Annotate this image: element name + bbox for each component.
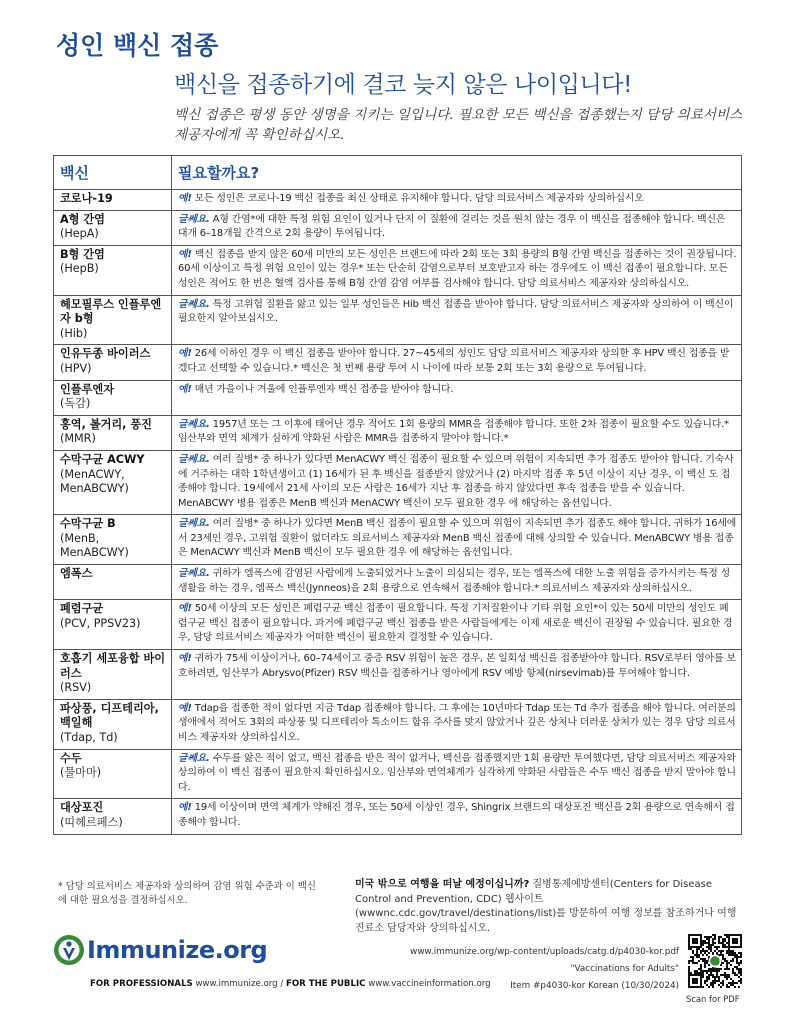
- vaccine-abbreviation: (MenB, MenABCWY): [60, 531, 129, 560]
- footnote: * 담당 의료서비스 제공자와 상의하여 감염 위험 수준과 이 백신에 대한 필요성을 결정하십시오.: [58, 881, 316, 906]
- document-title: "Vaccinations for Adults": [570, 964, 679, 974]
- vaccine-name-cell: [54, 450, 172, 514]
- vaccine-name: 홍역, 볼거리, 풍진: [60, 417, 152, 431]
- recommendation-text: 19세 이상이며 면역 체계가 약해진 경우, 또는 50세 이상인 경우, Shingrix 브랜드의 대상포진 백신을 2회 용량으로 연속해서 접종해야 합니다.: [178, 802, 735, 828]
- recommendation-cell: [172, 515, 742, 565]
- recommendation-text: 여러 질병* 중 하나가 있다면 MenB 백신 접종이 필요할 수 있으며 위험이 지속되면 추가 접종도 해야 합니다. 귀하가 16세에서 23세인 경우, 고위험 질환이 없더라도 의료서비스 제공자와 MenB 백신 접종에 대해 상의할 수 있습니다. MenABCWY 병용 접종은 MenACWY 백신과 MenB 백신이 모두 필요한 경우 에 해당하는 옵션입니다.: [178, 518, 737, 559]
- vaccine-abbreviation: (HPV): [60, 361, 92, 375]
- table-row: [54, 650, 742, 700]
- recommendation-cell: [172, 190, 742, 211]
- for-public-label: FOR THE PUBLIC: [285, 979, 366, 989]
- recommendation-text: 26세 이하인 경우 이 백신 접종을 받아야 합니다. 27~45세의 성인도 담당 의료서비스 제공자와 상의한 후 HPV 백신 접종을 받겠다고 선택할 수 있습니다.* 백신은 첫 번째 용량 투여 시 나이에 따라 보통 2회 또는 3회 용량으로 투여됩니다.: [178, 348, 730, 374]
- table-row: [54, 190, 742, 211]
- vaccine-name: A형 간염: [60, 212, 105, 226]
- recommendation-lead: 예!: [178, 603, 192, 615]
- table-row: [54, 450, 742, 514]
- recommendation-lead: 글쎄요.: [178, 568, 210, 580]
- recommendation-lead: 예!: [178, 653, 192, 665]
- qr-label: Scan for PDF: [686, 994, 740, 1004]
- for-pros-link[interactable]: www.immunize.org: [195, 979, 278, 989]
- recommendation-lead: 글쎄요.: [178, 752, 210, 764]
- vaccine-name: 인유두종 바이러스: [60, 347, 151, 361]
- vaccine-table: [53, 155, 742, 835]
- vaccine-abbreviation: (독감): [60, 397, 91, 411]
- recommendation-lead: 예!: [178, 348, 192, 360]
- for-public-link[interactable]: www.vaccineinformation.org: [368, 979, 491, 989]
- for-pros-label: FOR PROFESSIONALS: [90, 979, 193, 989]
- vaccine-name: 호흡기 세포융합 바이러스: [60, 652, 166, 680]
- recommendation-text: A형 간염*에 대한 특정 위험 요인이 있거나 단지 이 질환에 걸리는 것을 원치 않는 경우 이 백신을 접종해야 합니다. 백신은 대개 6–18개월 간격으로 2회 용량이 투여됩니다.: [178, 213, 726, 240]
- table-row: [54, 515, 742, 565]
- vaccine-name-cell: [54, 295, 172, 345]
- vaccine-abbreviation: (MMR): [60, 432, 96, 446]
- vaccine-name-cell: [54, 210, 172, 245]
- recommendation-text: 귀하가 엠폭스에 감염된 사람에게 노출되었거나 노출이 의심되는 경우, 또는 엠폭스에 대한 노출 위험을 증가시키는 특정 성생활을 하는 경우, 엠폭스 백신(Jynneos)을 2회 용량으로 연속해서 접종해야 합니다.* 의료서비스 제공자와 상의하십시오.: [178, 568, 731, 594]
- vaccine-name-cell: [54, 415, 172, 450]
- vaccine-name-cell: [54, 565, 172, 600]
- vaccine-abbreviation: (띠헤르페스): [60, 815, 123, 829]
- vaccine-name-cell: [54, 190, 172, 211]
- recommendation-cell: [172, 245, 742, 295]
- vaccine-abbreviation: (MenACWY, MenABCWY): [60, 467, 129, 496]
- vaccine-name: B형 간염: [60, 247, 105, 261]
- item-number: Item #p4030-kor Korean (10/30/2024): [510, 981, 679, 991]
- recommendation-cell: [172, 749, 742, 799]
- recommendation-cell: [172, 295, 742, 345]
- document-meta: [410, 944, 679, 995]
- recommendation-lead: 예!: [178, 383, 192, 395]
- table-row: [54, 210, 742, 245]
- recommendation-lead: 예!: [178, 702, 192, 714]
- column-header-vaccine: 백신: [54, 156, 172, 190]
- vaccine-name: 헤모필루스 인플루엔자 b형: [60, 297, 162, 326]
- vaccine-abbreviation: (HepA): [60, 227, 99, 241]
- recommendation-cell: [172, 650, 742, 700]
- vaccine-name: 코로나-19: [60, 192, 113, 205]
- table-row: [54, 345, 742, 380]
- vaccine-name: 수막구균 ACWY: [60, 452, 145, 466]
- vaccine-name: 파상풍, 디프테리아, 백일해: [60, 701, 159, 730]
- table-row: [54, 699, 742, 749]
- recommendation-text: Tdap을 접종한 적이 없다면 지금 Tdap 접종해야 합니다. 그 후에는 10년마다 Tdap 또는 Td 추가 접종을 해야 합니다. 여러분의 생애에서 적어도 3회의 파상풍 및 디프테리아 톡소이드 함유 주사를 맞지 않았거나 깊은 상처나 더러운 상처가 있는 경우 담당 의료서비스 제공자와 상의하십시오.: [178, 702, 736, 743]
- recommendation-cell: [172, 565, 742, 600]
- vaccine-name: 수막구균 B: [60, 517, 116, 531]
- table-row: [54, 799, 742, 834]
- recommendation-lead: 글쎄요.: [178, 418, 210, 430]
- recommendation-lead: 글쎄요.: [178, 518, 210, 530]
- recommendation-text: 여러 질병* 중 하나가 있다면 MenACWY 백신 접종이 필요할 수 있으며 위험이 지속되면 추가 접종도 받아야 합니다. 기숙사에 거주하는 대학 1학년생이고 (1) 16세가 된 후 백신을 접종받지 않았거나 (2) 마지막 접종 후 5년 이상이 지난 경우, 이 백신 도 접종해야 합니다. 19세에서 21세 사이의 모든 사람은 16세가 지난 후 접종을 하지 않았다면 후속 접종을 받을 수 있습니다. MenABCWY 병용 접종은 MenB 백신과 MenACWY 백신이 모두 필요한 경우 에 해당하는 옵션입니다.: [178, 453, 734, 509]
- recommendation-text: 귀하가 75세 이상이거나, 60–74세이고 중증 RSV 위험이 높은 경우, 본 일회성 백신을 접종받아야 합니다. RSV로부터 영아를 보호하려면, 임산부가 Abrysvo(Pfizer) RSV 백신을 접종하거나 영아에게 RSV 예방 항체(nirsevimab)를 투여해야 합니다.: [178, 653, 736, 679]
- recommendation-lead: 예!: [178, 248, 192, 260]
- vaccine-name: 수두: [60, 751, 82, 765]
- recommendation-cell: [172, 380, 742, 415]
- vaccine-name-cell: [54, 345, 172, 380]
- recommendation-cell: [172, 345, 742, 380]
- table-row: [54, 565, 742, 600]
- recommendation-lead: 예!: [178, 802, 192, 814]
- link-separator: /: [280, 979, 284, 989]
- document-url[interactable]: www.immunize.org/wp-content/uploads/catg.d/p4030-kor.pdf: [410, 947, 679, 957]
- table-row: [54, 749, 742, 799]
- table-header-row: [54, 156, 742, 190]
- vaccine-abbreviation: (Hib): [60, 326, 88, 340]
- vaccine-name: 대상포진: [60, 801, 104, 815]
- recommendation-text: 50세 이상의 모든 성인은 폐렴구균 백신 접종이 필요합니다. 특정 기저질환이나 기타 위험 요인*이 있는 50세 미만의 성인도 폐렴구균 백신 접종이 필요합니다. 과거에 폐렴구균 백신 접종을 받은 사람들에게는 이제 새로운 백신이 권장될 수 있습니다. 필요한 경우, 담당 의료서비스 제공자가 어떠한 백신이 필요한지 결정할 수 있습니다.: [178, 603, 733, 644]
- vaccine-name: 인플루엔자: [60, 382, 115, 396]
- column-header-needed: 필요할까요?: [172, 156, 742, 190]
- vaccine-name-cell: [54, 650, 172, 700]
- vaccine-name: 폐렴구균: [60, 602, 104, 616]
- recommendation-text: 수두를 앓은 적이 없고, 백신 접종을 받은 적이 없거나, 백신을 접종했지만 1회 용량만 투여했다면, 담당 의료서비스 제공자와 상의하여 이 백신 접종이 필요한지 확인하십시오. 임산부와 면역체계가 심각하게 약화된 사람들은 수두 백신 접종을 받지 말아야 합니다.: [178, 752, 736, 793]
- recommendation-cell: [172, 799, 742, 834]
- vaccine-abbreviation: (RSV): [60, 681, 92, 695]
- travel-question: 미국 밖으로 여행을 떠날 예정이십니까?: [355, 879, 530, 890]
- recommendation-text: 특정 고위험 질환을 앓고 있는 일부 성인들은 Hib 백신 접종을 받아야 합니다. 담당 의료서비스 제공자와 상의하여 이 백신이 필요한지 알아보십시오.: [178, 298, 734, 325]
- recommendation-cell: [172, 450, 742, 514]
- recommendation-text: 매년 가을이나 겨울에 인플루엔자 백신 접종을 받아야 합니다.: [194, 383, 454, 395]
- table-row: [54, 600, 742, 650]
- vaccine-name: 엠폭스: [60, 567, 93, 581]
- recommendation-cell: [172, 600, 742, 650]
- vaccine-table-body: [54, 190, 742, 835]
- recommendation-cell: [172, 210, 742, 245]
- page-subtitle: 백신을 접종하기에 결코 늦지 않은 나이입니다!: [174, 72, 632, 98]
- vaccine-abbreviation: (물마마): [60, 766, 102, 780]
- vaccine-name-cell: [54, 515, 172, 565]
- table-row: [54, 380, 742, 415]
- travel-text: 질병통제예방센터(Centers for Disease Control and Prevention, CDC) 웹사이트(wwwnc.cdc.gov/travel/destinations/list)를 방문하여 여행 정보를 참조하거나 여행 진료소 담당자와 상의하십시오.: [355, 879, 737, 934]
- recommendation-lead: 예!: [178, 193, 192, 204]
- vaccine-name-cell: [54, 600, 172, 650]
- vaccine-name-cell: [54, 380, 172, 415]
- recommendation-lead: 글쎄요.: [178, 453, 210, 465]
- vaccine-abbreviation: (Tdap, Td): [60, 731, 118, 744]
- qr-code-icon[interactable]: [688, 934, 742, 988]
- vaccine-name-cell: [54, 245, 172, 295]
- recommendation-cell: [172, 699, 742, 749]
- page-title: 성인 백신 접종: [56, 31, 219, 60]
- table-row: [54, 295, 742, 345]
- vaccine-name-cell: [54, 699, 172, 749]
- vaccine-abbreviation: (PCV, PPSV23): [60, 616, 141, 630]
- recommendation-text: 모든 성인은 코로나-19 백신 접종을 최신 상태로 유지해야 합니다. 담당 의료서비스 제공자와 상의하십시오: [194, 193, 644, 204]
- vaccine-abbreviation: (HepB): [60, 262, 99, 276]
- logo-text: Immunize.org: [87, 936, 268, 964]
- logo-mark-icon: [53, 934, 85, 966]
- recommendation-lead: 글쎄요.: [178, 298, 210, 310]
- table-row: [54, 415, 742, 450]
- recommendation-text: 백신 접종을 받지 않은 60세 미만의 모든 성인은 브랜드에 따라 2회 또는 3회 용량의 B형 간염 백신을 접종하는 것이 권장됩니다. 60세 이상이고 특정 위험 요인이 있는 경우* 또는 단순히 감염으로부터 보호받고자 하는 경우에도 이 백신 접종이 필요합니다. 모든 성인은 적어도 한 번은 혈액 검사를 통해 B형 간염 감염 여부를 검사해야 합니다. 담당 의료서비스 제공자와 상의하십시오.: [178, 248, 737, 289]
- vaccine-name-cell: [54, 799, 172, 834]
- recommendation-lead: 글쎄요.: [178, 213, 210, 225]
- travel-note: [355, 878, 738, 936]
- recommendation-cell: [172, 415, 742, 450]
- vaccine-name-cell: [54, 749, 172, 799]
- table-row: [54, 245, 742, 295]
- recommendation-text: 1957년 또는 그 이후에 태어난 경우 적어도 1회 용량의 MMR을 접종해야 합니다. 또한 2차 접종이 필요할 수도 있습니다.* 임산부와 면역 체계가 심하게 약화된 사람은 MMR을 접종하지 말아야 합니다.*: [178, 418, 729, 445]
- intro-paragraph: 백신 접종은 평생 동안 생명을 지키는 일입니다. 필요한 모든 백신을 접종했는지 담당 의료서비스 제공자에게 꼭 확인하십시오.: [174, 107, 743, 143]
